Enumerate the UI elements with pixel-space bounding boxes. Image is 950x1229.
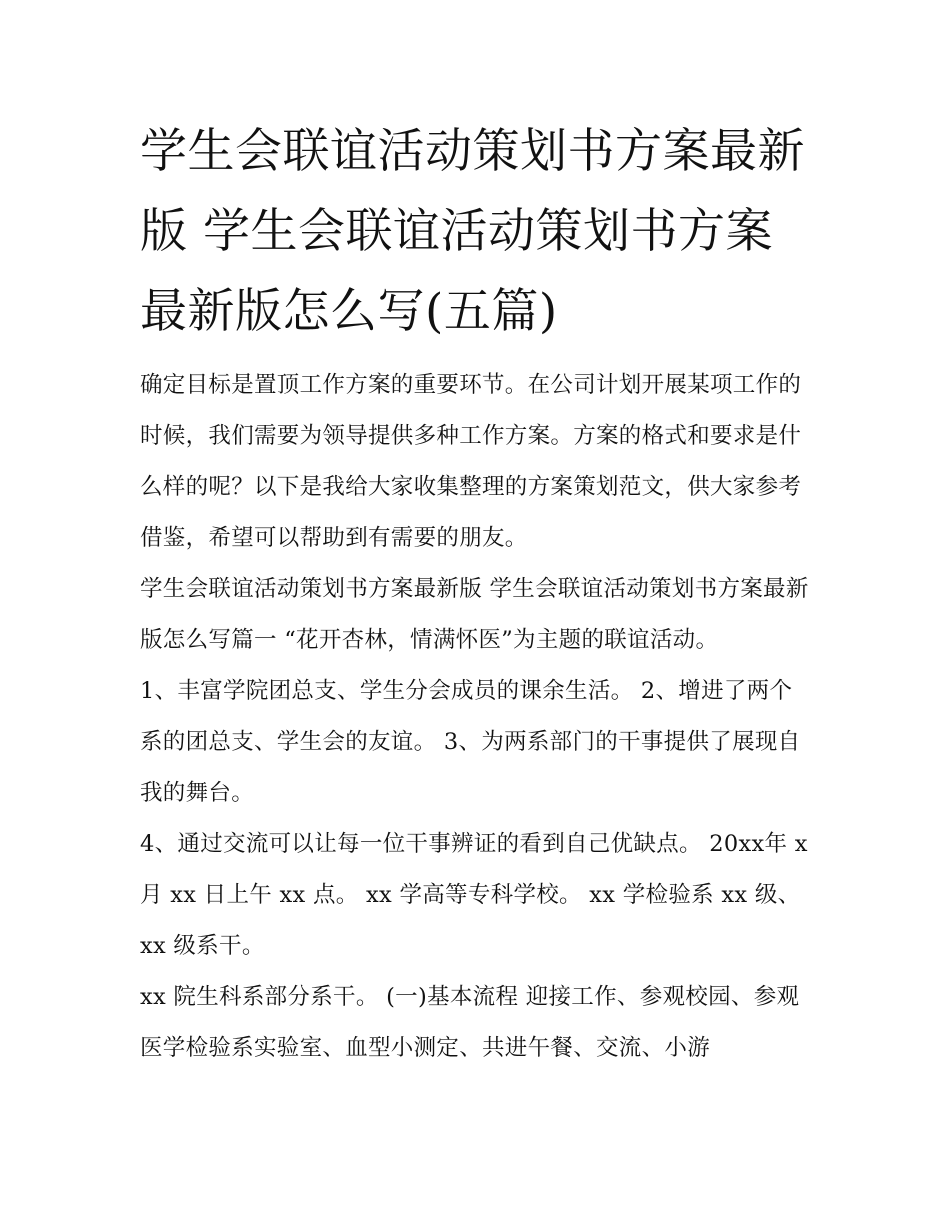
intro-paragraph: 确定目标是置顶工作方案的重要环节。在公司计划开展某项工作的时候，我们需要为领导提供多种工作方案。方案的格式和要求是什么样的呢？以下是我给大家收集整理的方案策划范文，供大家参考借鉴，希望可以帮助到有需要的朋友。 — [140, 372, 802, 551]
details-paragraph: 4、通过交流可以让每一位干事辨证的看到自己优缺点。 20xx年 x 月 xx 日上午 xx 点。 xx 学高等专科学校。 xx 学检验系 xx 级、xx 级系干。 — [140, 831, 808, 959]
process-paragraph: xx 院生科系部分系干。 (一)基本流程 迎接工作、参观校园、参观医学检验系实验室、血型小测定、共进午餐、交流、小游 — [140, 984, 800, 1061]
section-heading-paragraph: 学生会联谊活动策划书方案最新版 学生会联谊活动策划书方案最新版怎么写篇一 “花开杏林，情满怀医”为主题的联谊活动。 — [140, 576, 809, 653]
goals-paragraph: 1、丰富学院团总支、学生分会成员的课余生活。 2、增进了两个系的团总支、学生会的友谊。 3、为两系部门的干事提供了展现自我的舞台。 — [140, 678, 801, 806]
document-title: 学生会联谊活动策划书方案最新版 学生会联谊活动策划书方案最新版怎么写(五篇) — [140, 124, 805, 339]
document-page — [140, 112, 812, 1074]
